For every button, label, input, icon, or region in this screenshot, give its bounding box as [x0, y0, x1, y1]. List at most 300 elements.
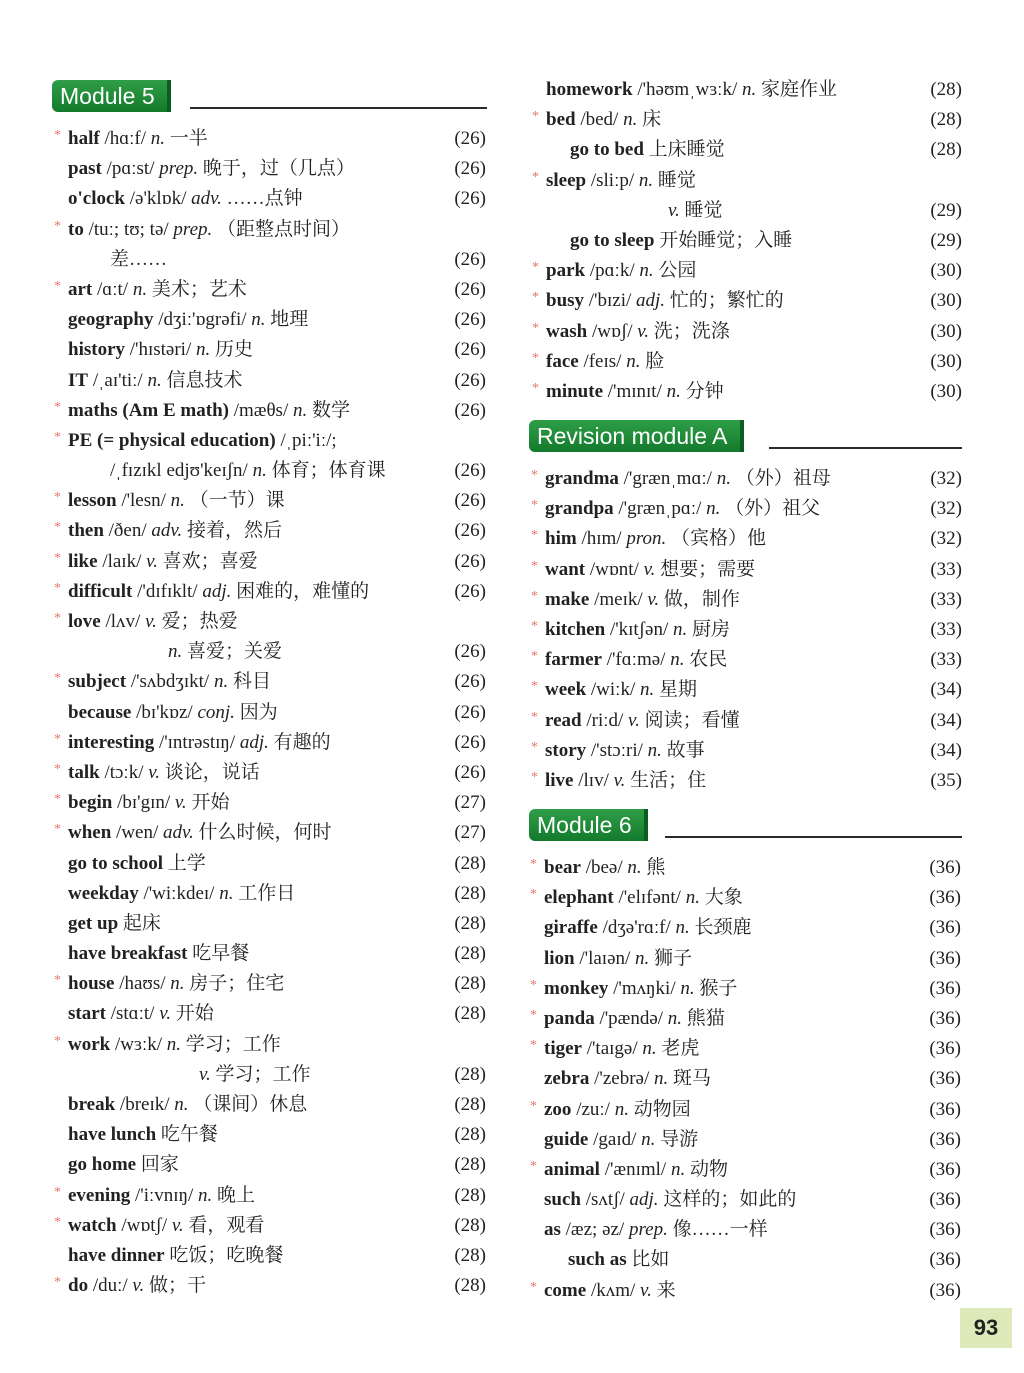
phonetic: /'elɪfənt/ [618, 887, 681, 909]
key-word-star-icon: * [54, 1184, 61, 1200]
headword: go to sleep [570, 229, 655, 251]
headword: go home [68, 1154, 137, 1176]
phonetic: /laɪk/ [102, 550, 142, 572]
entry-body [68, 1064, 311, 1085]
entry-body [68, 1185, 255, 1206]
meaning: （宾格）他 [671, 528, 767, 550]
key-word-star-icon: * [54, 1033, 61, 1049]
phonetic: /stɑːt/ [110, 1003, 155, 1025]
meaning: 晚上 [217, 1184, 256, 1206]
entry-body [68, 943, 249, 964]
page-reference: (26) [454, 550, 486, 572]
page-reference: (28) [454, 1214, 486, 1236]
vocab-entry [68, 305, 486, 335]
vocab-entry [544, 1215, 961, 1245]
meaning: （外）祖父 [725, 498, 821, 520]
entry-body [545, 679, 697, 700]
headword: park [546, 260, 586, 282]
key-word-star-icon: * [532, 290, 539, 306]
vocab-entry [68, 1060, 486, 1090]
entry-body [68, 1124, 218, 1145]
entry-body [546, 351, 664, 372]
phonetic: /'mɪnɪt/ [607, 380, 662, 402]
vocab-entry [54, 667, 486, 697]
headword: come [544, 1279, 587, 1301]
page-reference: (26) [454, 520, 486, 542]
phonetic: /tuː; tʊ; tə/ [88, 218, 169, 240]
meaning: 床 [642, 109, 662, 131]
meaning: 公园 [658, 260, 697, 282]
entry-body [544, 1249, 669, 1270]
entry-body [544, 948, 692, 969]
module-5-header [52, 80, 487, 112]
key-word-star-icon: * [54, 490, 61, 506]
page-reference: (26) [454, 460, 486, 482]
phonetic: /dʒə'rɑːf/ [602, 917, 671, 939]
page-reference: (26) [454, 309, 486, 331]
part-of-speech: adj. [239, 731, 269, 753]
vocab-entry [546, 196, 962, 226]
phonetic: /breɪk/ [119, 1094, 170, 1115]
entry-body [546, 290, 784, 311]
meaning: 睡觉 [684, 199, 723, 221]
entry-body [544, 1038, 699, 1059]
vocab-entry [54, 728, 486, 758]
revision-module-a-header [529, 420, 962, 452]
phonetic: /'hɪstəri/ [129, 339, 192, 361]
key-word-star-icon: * [54, 550, 61, 566]
entry-body [68, 551, 258, 572]
phonetic: /duː/ [92, 1275, 128, 1297]
meaning: 狮子 [654, 947, 693, 969]
vocab-entry [54, 1030, 486, 1060]
page-reference: (26) [454, 248, 486, 270]
revision-module-a-word-list [531, 464, 962, 796]
vocab-entry [54, 577, 486, 607]
vocab-entry [531, 706, 962, 736]
vocab-entry [54, 547, 486, 577]
meaning: 什么时候，何时 [198, 822, 332, 844]
page-reference: (28) [454, 1003, 486, 1025]
vocab-entry [54, 758, 486, 788]
headword: make [545, 588, 590, 610]
entry-body [546, 321, 730, 342]
entry-body [546, 139, 725, 160]
vocab-entry [532, 347, 962, 377]
headword: face [546, 350, 579, 372]
headword: read [545, 709, 582, 731]
meaning: 因为 [239, 701, 278, 723]
part-of-speech: v. [637, 320, 650, 342]
vocab-entry [532, 286, 962, 316]
meaning: 导游 [660, 1128, 699, 1150]
part-of-speech: n. [150, 128, 166, 149]
headword: bear [544, 857, 581, 878]
key-word-star-icon: * [532, 109, 539, 125]
phonetic: /'iːvnɪŋ/ [135, 1184, 194, 1206]
vocab-entry [532, 256, 962, 286]
headword: go to school [68, 852, 163, 874]
meaning: 这样的；如此的 [663, 1189, 797, 1211]
headword: past [68, 158, 102, 180]
entry-body [544, 1280, 676, 1301]
entry-body [544, 1189, 796, 1210]
key-word-star-icon: * [54, 218, 61, 234]
meaning: 喜爱；关爱 [187, 641, 283, 663]
phonetic: /bɪ'gɪn/ [117, 792, 171, 814]
meaning: 阅读；看懂 [644, 709, 740, 731]
page-number: 93 [960, 1308, 1012, 1348]
meaning: 房子；住宅 [189, 973, 285, 995]
headword: live [545, 769, 574, 791]
phonetic: /'dɪfɪklt/ [137, 580, 198, 602]
key-word-star-icon: * [54, 761, 61, 777]
phonetic: /'grænˌmɑː/ [623, 468, 712, 489]
module-6-word-list [530, 853, 961, 1306]
part-of-speech: adj. [202, 580, 232, 602]
vocab-entry [544, 1185, 961, 1215]
entry-body [68, 520, 282, 541]
headword: monkey [544, 977, 609, 999]
part-of-speech: n. [614, 1098, 629, 1120]
key-word-star-icon: * [54, 429, 61, 445]
entry-body [68, 158, 355, 179]
entry-body [544, 1129, 698, 1150]
part-of-speech: prep. [159, 158, 199, 180]
page-reference: (32) [930, 528, 962, 550]
entry-body [68, 279, 247, 300]
page-reference: (30) [930, 380, 962, 402]
meaning: （一节）课 [189, 490, 285, 512]
headword: panda [544, 1007, 595, 1029]
meaning: 谈论，说话 [164, 761, 260, 783]
headword: evening [68, 1184, 131, 1206]
vocab-entry [531, 675, 962, 705]
headword: half [68, 128, 100, 149]
entry-body [544, 1068, 711, 1089]
meaning: 起床 [122, 912, 161, 934]
key-word-star-icon: * [531, 498, 538, 514]
part-of-speech: n. [742, 79, 757, 100]
key-word-star-icon: * [54, 399, 61, 415]
headword: do [68, 1275, 89, 1297]
entry-body [68, 611, 238, 632]
entry-body [68, 490, 285, 511]
part-of-speech: v. [132, 1275, 145, 1297]
headword: geography [68, 309, 154, 331]
page-reference: (32) [930, 498, 962, 520]
vocab-entry [531, 585, 962, 615]
headword: o'clock [68, 188, 125, 210]
phonetic: /'lesn/ [121, 490, 166, 512]
phonetic: /wɒnt/ [589, 558, 639, 580]
divider [769, 447, 962, 449]
part-of-speech: n. [626, 350, 641, 372]
part-of-speech: n. [252, 460, 267, 482]
headword: IT [68, 369, 89, 391]
page-reference: (27) [454, 792, 486, 814]
vocab-entry [544, 1064, 961, 1094]
part-of-speech: prep. [173, 218, 213, 240]
headword: him [545, 528, 577, 550]
entry-body [544, 857, 665, 878]
headword: break [68, 1094, 116, 1115]
meaning: 开始睡觉；入睡 [659, 229, 793, 251]
vocab-entry [530, 1155, 961, 1185]
key-word-star-icon: * [54, 278, 61, 294]
key-word-star-icon: * [530, 1098, 537, 1114]
page-reference: (28) [930, 109, 962, 131]
phonetic: /gaɪd/ [593, 1128, 637, 1150]
phonetic: /feɪs/ [583, 350, 622, 372]
key-word-star-icon: * [54, 611, 61, 626]
vocab-entry [68, 456, 486, 486]
key-word-star-icon: * [54, 1275, 61, 1291]
phonetic: /'sʌbdʒɪkt/ [130, 671, 210, 693]
entry-body [544, 917, 752, 938]
page-reference: (26) [454, 278, 486, 300]
entry-body [546, 230, 792, 251]
part-of-speech: n. [174, 1094, 189, 1115]
entry-body [544, 1159, 728, 1180]
key-word-star-icon: * [54, 792, 61, 808]
part-of-speech: v. [647, 588, 660, 610]
headword: zebra [544, 1068, 590, 1090]
entry-body [68, 1215, 264, 1236]
vocab-entry [68, 335, 486, 365]
key-word-star-icon: * [531, 528, 538, 544]
part-of-speech: v. [668, 199, 680, 221]
section-title: Module 6 [529, 809, 648, 841]
page-reference: (26) [454, 188, 486, 210]
vocab-entry [530, 1004, 961, 1034]
headword: to [68, 218, 84, 240]
phonetic: /'taɪgə/ [586, 1038, 638, 1060]
vocab-entry [544, 944, 961, 974]
entry-body [68, 853, 206, 874]
phonetic: /æz; əz/ [565, 1219, 625, 1241]
part-of-speech: n. [653, 1068, 669, 1090]
part-of-speech: n. [673, 618, 688, 640]
page-reference: (27) [454, 822, 486, 844]
part-of-speech: conj. [197, 701, 235, 723]
vocab-entry [68, 939, 486, 969]
phonetic: /wɒtʃ/ [121, 1214, 168, 1236]
key-word-star-icon: * [532, 320, 539, 336]
meaning: 厨房 [692, 618, 731, 640]
entry-body [544, 1219, 768, 1240]
vocab-entry [54, 607, 486, 637]
vocab-entry [531, 524, 962, 554]
key-word-star-icon: * [54, 1214, 61, 1230]
meaning: （课间）休息 [193, 1094, 308, 1115]
page-reference: (30) [930, 350, 962, 372]
meaning: 星期 [659, 679, 698, 701]
headword: because [68, 701, 132, 723]
page-reference: (26) [454, 761, 486, 783]
meaning: （外）祖母 [735, 468, 831, 489]
phonetic: /'grænˌpɑː/ [618, 498, 702, 520]
page-reference: (36) [929, 1279, 961, 1301]
headword: begin [68, 792, 113, 814]
part-of-speech: adv. [191, 188, 222, 210]
page-reference: (28) [454, 1244, 486, 1266]
meaning: 分钟 [685, 380, 724, 402]
page-reference: (26) [454, 490, 486, 512]
page-reference: (29) [930, 199, 962, 221]
phonetic: /wɜːk/ [114, 1033, 163, 1055]
part-of-speech: n. [667, 1007, 683, 1029]
key-word-star-icon: * [531, 618, 538, 634]
entry-body [546, 381, 724, 402]
page-reference: (34) [930, 709, 962, 731]
entry-body [68, 128, 208, 149]
meaning: 猴子 [699, 977, 738, 999]
page-reference: (28) [930, 79, 962, 100]
entry-body [545, 589, 740, 610]
meaning: 脸 [645, 350, 665, 372]
page-reference: (36) [929, 947, 961, 969]
part-of-speech: adj. [629, 1189, 659, 1211]
meaning: 学习；工作 [185, 1033, 281, 1055]
headword: art [68, 278, 93, 300]
page-reference: (26) [454, 671, 486, 693]
vocab-entry [54, 788, 486, 818]
entry-body [544, 887, 743, 908]
key-word-star-icon: * [530, 1007, 537, 1023]
part-of-speech: v. [171, 1214, 184, 1236]
phonetic: /mæθs/ [233, 399, 289, 421]
key-word-star-icon: * [531, 679, 538, 695]
vocab-entry [546, 135, 962, 165]
headword: then [68, 520, 104, 542]
meaning: 工作日 [238, 882, 296, 904]
headword: guide [544, 1128, 589, 1150]
meaning: 老虎 [661, 1038, 700, 1060]
part-of-speech: n. [251, 309, 266, 331]
phonetic: /beə/ [585, 857, 623, 878]
page-reference: (36) [929, 1189, 961, 1211]
vocab-entry [531, 494, 962, 524]
part-of-speech: n. [641, 1128, 656, 1150]
phonetic: /ˌpiː'iː/; [280, 429, 337, 451]
entry-body [68, 702, 278, 723]
headword: have breakfast [68, 943, 188, 965]
part-of-speech: v. [640, 1279, 652, 1301]
meaning: 科目 [232, 671, 271, 693]
page-reference: (30) [930, 320, 962, 342]
vocab-entry [68, 1241, 486, 1271]
vocab-entry [531, 615, 962, 645]
key-word-star-icon: * [530, 1158, 537, 1174]
vocab-entry [546, 75, 962, 105]
phonetic: /wiːk/ [590, 679, 636, 701]
headword: weekday [68, 882, 139, 904]
page-reference: (33) [930, 618, 962, 640]
phonetic: /'fɑːmə/ [606, 649, 666, 671]
page-reference: (28) [454, 912, 486, 934]
page-reference: (36) [929, 1128, 961, 1150]
entry-body [546, 79, 837, 100]
part-of-speech: n. [170, 490, 185, 512]
part-of-speech: n. [647, 739, 662, 761]
entry-body [68, 883, 295, 904]
meaning: 斑马 [672, 1068, 711, 1090]
vocab-entry [530, 883, 961, 913]
entry-body [545, 649, 727, 670]
vocab-entry [531, 464, 962, 494]
meaning: （距整点时间） [217, 218, 351, 240]
meaning: 上学 [167, 852, 206, 874]
part-of-speech: v. [145, 611, 157, 632]
meaning: 家庭作业 [761, 79, 838, 100]
part-of-speech: n. [670, 649, 685, 671]
module-6-header [529, 809, 962, 841]
part-of-speech: n. [627, 857, 642, 878]
part-of-speech: v. [146, 550, 158, 572]
vocab-entry [68, 879, 486, 909]
entry-body [544, 1099, 691, 1120]
phonetic: /'zebrə/ [594, 1068, 650, 1090]
meaning: 接着，然后 [186, 520, 282, 542]
headword: lion [544, 947, 575, 969]
vocab-entry [68, 245, 486, 275]
entry-body [68, 370, 242, 391]
meaning: 信息技术 [166, 369, 243, 391]
key-word-star-icon: * [532, 169, 539, 185]
key-word-star-icon: * [54, 580, 61, 596]
meaning: 美术；艺术 [151, 278, 247, 300]
phonetic: /'ɪntrəstɪŋ/ [158, 731, 236, 753]
headword: zoo [544, 1098, 572, 1120]
page-reference: (30) [930, 260, 962, 282]
key-word-star-icon: * [54, 731, 61, 747]
entry-body [68, 1154, 179, 1175]
vocab-entry [54, 1211, 486, 1241]
page-reference: (26) [454, 701, 486, 723]
phonetic: /dʒiː'ɒgrəfi/ [158, 309, 247, 331]
part-of-speech: adv. [163, 822, 194, 844]
page-reference: (26) [454, 399, 486, 421]
entry-body [68, 400, 350, 421]
vocab-entry [54, 124, 486, 154]
entry-body [68, 822, 332, 843]
part-of-speech: n. [166, 1033, 182, 1055]
page-reference: (26) [454, 339, 486, 361]
phonetic: /'ænɪml/ [604, 1158, 667, 1180]
meaning: 大象 [704, 887, 743, 909]
meaning: 做；干 [148, 1275, 206, 1297]
key-word-star-icon: * [54, 822, 61, 838]
entry-body [68, 1275, 206, 1296]
meaning: 上床睡觉 [648, 139, 725, 161]
page-reference: (34) [930, 739, 962, 761]
page-reference: (28) [454, 1094, 486, 1115]
part-of-speech: n. [170, 973, 185, 995]
part-of-speech: n. [680, 977, 695, 999]
entry-body [545, 528, 766, 549]
entry-body [545, 710, 740, 731]
page-reference: (33) [930, 588, 962, 610]
entry-body [68, 762, 260, 783]
vocab-entry [54, 275, 486, 305]
phonetic: /riːd/ [586, 709, 624, 731]
entry-body [68, 973, 284, 994]
key-word-star-icon: * [54, 973, 61, 989]
part-of-speech: v. [613, 769, 626, 791]
page-reference: (36) [929, 887, 961, 909]
page-reference: (28) [454, 1275, 486, 1297]
